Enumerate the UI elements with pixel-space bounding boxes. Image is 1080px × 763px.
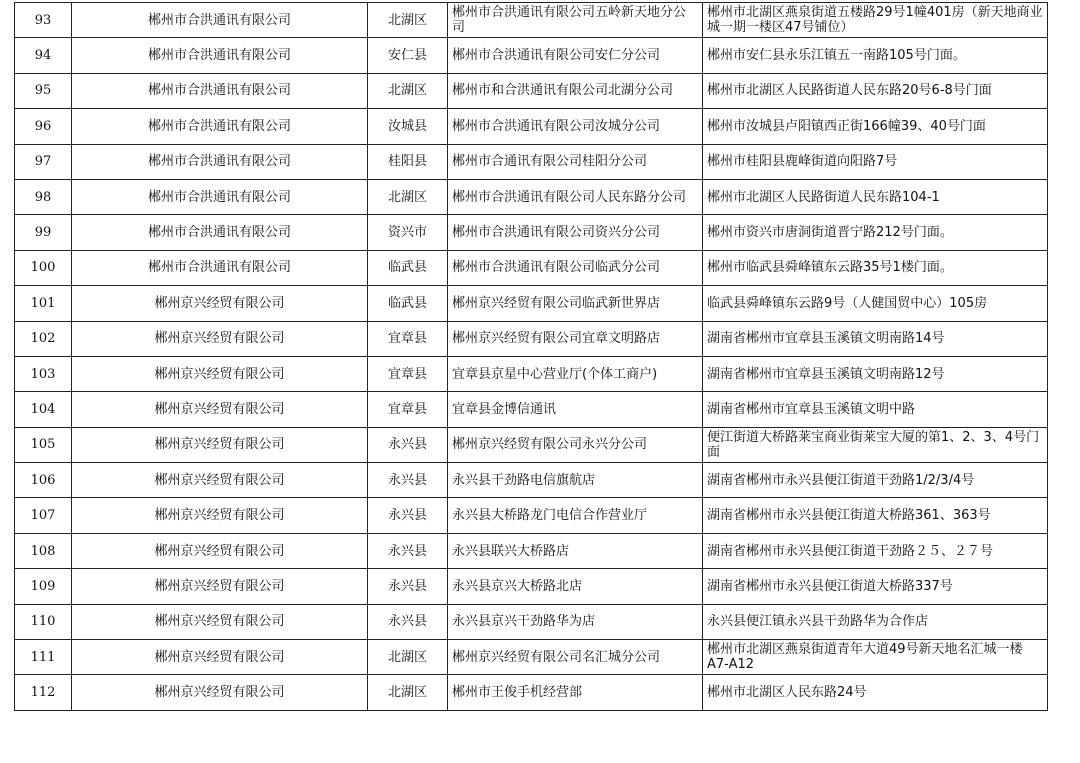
row-number-cell: 97	[15, 144, 72, 179]
row-number-cell: 99	[15, 215, 72, 250]
company-name-cell: 郴州京兴经贸有限公司	[72, 286, 368, 321]
table-row	[15, 569, 1048, 604]
store-name-cell: 郴州京兴经贸有限公司名汇城分公司	[448, 640, 703, 675]
store-address-cell: 郴州市资兴市唐洞街道晋宁路212号门面。	[703, 215, 1048, 250]
row-number-cell: 109	[15, 569, 72, 604]
district-cell: 永兴县	[368, 533, 448, 568]
district-cell: 北湖区	[368, 179, 448, 214]
store-name-cell: 永兴县京兴干劲路华为店	[448, 604, 703, 639]
store-address-cell: 郴州市临武县舜峰镇东云路35号1楼门面。	[703, 250, 1048, 285]
district-cell: 宜章县	[368, 356, 448, 391]
store-address-cell: 湖南省郴州市宜章县玉溪镇文明中路	[703, 392, 1048, 427]
row-number-cell: 98	[15, 179, 72, 214]
table-row	[15, 73, 1048, 108]
company-name-cell: 郴州京兴经贸有限公司	[72, 356, 368, 391]
district-cell: 安仁县	[368, 38, 448, 73]
store-name-cell: 郴州市合洪通讯有限公司汝城分公司	[448, 109, 703, 144]
company-name-cell: 郴州京兴经贸有限公司	[72, 321, 368, 356]
company-name-cell: 郴州京兴经贸有限公司	[72, 498, 368, 533]
company-name-cell: 郴州市合洪通讯有限公司	[72, 144, 368, 179]
store-name-cell: 宜章县金博信通讯	[448, 392, 703, 427]
store-name-cell: 郴州市王俊手机经营部	[448, 675, 703, 710]
table-row	[15, 392, 1048, 427]
store-address-cell: 郴州市北湖区人民路街道人民东路20号6-8号门面	[703, 73, 1048, 108]
district-cell: 桂阳县	[368, 144, 448, 179]
district-cell: 北湖区	[368, 3, 448, 38]
row-number-cell: 105	[15, 427, 72, 462]
store-name-cell: 郴州市合洪通讯有限公司安仁分公司	[448, 38, 703, 73]
table-row	[15, 286, 1048, 321]
row-number-cell: 101	[15, 286, 72, 321]
district-cell: 宜章县	[368, 392, 448, 427]
store-address-cell: 郴州市北湖区燕泉街道五楼路29号1幢401房（新天地商业城一期一楼区47号铺位）	[703, 3, 1048, 38]
company-name-cell: 郴州市合洪通讯有限公司	[72, 109, 368, 144]
row-number-cell: 93	[15, 3, 72, 38]
store-address-cell: 郴州市汝城县卢阳镇西正街166幢39、40号门面	[703, 109, 1048, 144]
company-name-cell: 郴州京兴经贸有限公司	[72, 427, 368, 462]
row-number-cell: 112	[15, 675, 72, 710]
row-number-cell: 95	[15, 73, 72, 108]
store-name-cell: 郴州市合洪通讯有限公司临武分公司	[448, 250, 703, 285]
store-address-cell: 湖南省郴州市永兴县便江街道大桥路361、363号	[703, 498, 1048, 533]
store-name-cell: 永兴县干劲路电信旗航店	[448, 463, 703, 498]
company-name-cell: 郴州京兴经贸有限公司	[72, 640, 368, 675]
store-name-cell: 郴州京兴经贸有限公司永兴分公司	[448, 427, 703, 462]
company-name-cell: 郴州市合洪通讯有限公司	[72, 215, 368, 250]
table-row	[15, 640, 1048, 675]
company-name-cell: 郴州京兴经贸有限公司	[72, 392, 368, 427]
row-number-cell: 96	[15, 109, 72, 144]
company-name-cell: 郴州市合洪通讯有限公司	[72, 73, 368, 108]
store-name-cell: 郴州京兴经贸有限公司临武新世界店	[448, 286, 703, 321]
table-row	[15, 144, 1048, 179]
store-address-cell: 便江街道大桥路莱宝商业街莱宝大厦的第1、2、3、4号门面	[703, 427, 1048, 462]
row-number-cell: 102	[15, 321, 72, 356]
row-number-cell: 106	[15, 463, 72, 498]
table-row	[15, 427, 1048, 462]
table-row	[15, 498, 1048, 533]
district-cell: 资兴市	[368, 215, 448, 250]
store-address-cell: 湖南省郴州市宜章县玉溪镇文明南路14号	[703, 321, 1048, 356]
district-cell: 北湖区	[368, 640, 448, 675]
table-row	[15, 179, 1048, 214]
row-number-cell: 107	[15, 498, 72, 533]
table-row	[15, 215, 1048, 250]
row-number-cell: 100	[15, 250, 72, 285]
store-address-cell: 郴州市安仁县永乐江镇五一南路105号门面。	[703, 38, 1048, 73]
row-number-cell: 103	[15, 356, 72, 391]
table-row	[15, 3, 1048, 38]
district-cell: 宜章县	[368, 321, 448, 356]
district-cell: 永兴县	[368, 498, 448, 533]
district-cell: 汝城县	[368, 109, 448, 144]
store-name-cell: 宜章县京星中心营业厅(个体工商户)	[448, 356, 703, 391]
store-address-cell: 湖南省郴州市宜章县玉溪镇文明南路12号	[703, 356, 1048, 391]
district-cell: 临武县	[368, 250, 448, 285]
store-name-cell: 郴州市合洪通讯有限公司资兴分公司	[448, 215, 703, 250]
company-name-cell: 郴州京兴经贸有限公司	[72, 675, 368, 710]
company-name-cell: 郴州京兴经贸有限公司	[72, 604, 368, 639]
table-row	[15, 604, 1048, 639]
district-cell: 永兴县	[368, 463, 448, 498]
store-address-cell: 永兴县便江镇永兴县干劲路华为合作店	[703, 604, 1048, 639]
store-table	[14, 2, 1048, 711]
store-name-cell: 郴州市合洪通讯有限公司人民东路分公司	[448, 179, 703, 214]
company-name-cell: 郴州京兴经贸有限公司	[72, 463, 368, 498]
company-name-cell: 郴州京兴经贸有限公司	[72, 533, 368, 568]
store-address-cell: 临武县舜峰镇东云路9号（人健国贸中心）105房	[703, 286, 1048, 321]
table-row	[15, 463, 1048, 498]
store-table-body	[15, 3, 1048, 711]
district-cell: 永兴县	[368, 604, 448, 639]
district-cell: 北湖区	[368, 675, 448, 710]
table-row	[15, 250, 1048, 285]
row-number-cell: 94	[15, 38, 72, 73]
store-address-cell: 郴州市桂阳县鹿峰街道向阳路7号	[703, 144, 1048, 179]
store-name-cell: 郴州市和合洪通讯有限公司北湖分公司	[448, 73, 703, 108]
store-name-cell: 永兴县大桥路龙门电信合作营业厅	[448, 498, 703, 533]
table-row	[15, 533, 1048, 568]
store-name-cell: 郴州市合通讯有限公司桂阳分公司	[448, 144, 703, 179]
row-number-cell: 104	[15, 392, 72, 427]
store-address-cell: 郴州市北湖区人民路街道人民东路104-1	[703, 179, 1048, 214]
district-cell: 永兴县	[368, 569, 448, 604]
table-row	[15, 356, 1048, 391]
district-cell: 永兴县	[368, 427, 448, 462]
store-name-cell: 郴州京兴经贸有限公司宜章文明路店	[448, 321, 703, 356]
company-name-cell: 郴州市合洪通讯有限公司	[72, 38, 368, 73]
store-address-cell: 湖南省郴州市永兴县便江街道干劲路２５、２７号	[703, 533, 1048, 568]
table-row	[15, 38, 1048, 73]
company-name-cell: 郴州市合洪通讯有限公司	[72, 3, 368, 38]
table-row	[15, 109, 1048, 144]
store-name-cell: 永兴县联兴大桥路店	[448, 533, 703, 568]
row-number-cell: 111	[15, 640, 72, 675]
table-row	[15, 321, 1048, 356]
company-name-cell: 郴州市合洪通讯有限公司	[72, 250, 368, 285]
row-number-cell: 108	[15, 533, 72, 568]
company-name-cell: 郴州京兴经贸有限公司	[72, 569, 368, 604]
table-row	[15, 675, 1048, 710]
store-name-cell: 郴州市合洪通讯有限公司五岭新天地分公司	[448, 3, 703, 38]
store-address-cell: 湖南省郴州市永兴县便江街道大桥路337号	[703, 569, 1048, 604]
store-list-sheet	[14, 2, 1048, 711]
store-name-cell: 永兴县京兴大桥路北店	[448, 569, 703, 604]
store-address-cell: 湖南省郴州市永兴县便江街道干劲路1/2/3/4号	[703, 463, 1048, 498]
company-name-cell: 郴州市合洪通讯有限公司	[72, 179, 368, 214]
store-address-cell: 郴州市北湖区人民东路24号	[703, 675, 1048, 710]
district-cell: 北湖区	[368, 73, 448, 108]
row-number-cell: 110	[15, 604, 72, 639]
store-address-cell: 郴州市北湖区燕泉街道青年大道49号新天地名汇城一楼A7-A12	[703, 640, 1048, 675]
district-cell: 临武县	[368, 286, 448, 321]
